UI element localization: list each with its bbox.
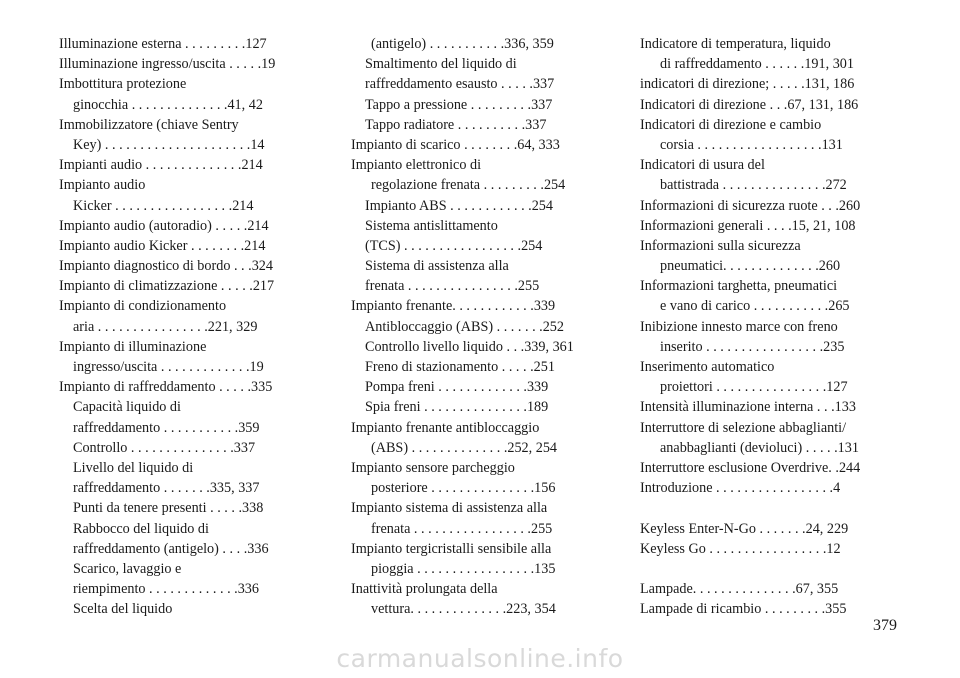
index-entry: Informazioni generali . . . .15, 21, 108 (640, 217, 856, 234)
index-subentry: Tappo radiatore . . . . . . . . . .337 (365, 116, 547, 133)
index-entry: Informazioni di sicurezza ruote . . .260 (640, 197, 861, 214)
index-entry: Impianto elettronico di (351, 157, 482, 174)
index-subentry: pioggia . . . . . . . . . . . . . . . . .135 (371, 560, 556, 577)
index-subentry: Sistema antislittamento (365, 217, 498, 234)
index-column-3 (640, 34, 898, 619)
blank-line (640, 559, 898, 579)
index-entry: Indicatori di direzione e cambio (640, 116, 822, 133)
index-entry: Impianto frenante antibloccaggio (351, 419, 540, 436)
index-entry: Indicatore di temperatura, liquido (640, 36, 831, 52)
index-subentry: Antibloccaggio (ABS) . . . . . . .252 (365, 318, 564, 335)
index-entry: Impianti audio . . . . . . . . . . . . . .214 (59, 157, 263, 174)
index-subentry: di raffreddamento . . . . . .191, 301 (660, 56, 854, 73)
index-subentry: battistrada . . . . . . . . . . . . . . .272 (660, 177, 847, 194)
index-entry: Impianto audio Kicker . . . . . . . .214 (59, 237, 266, 254)
index-entry: Indicatori di usura del (640, 157, 765, 174)
index-subentry: Controllo . . . . . . . . . . . . . . .337 (73, 439, 256, 456)
index-subentry: raffreddamento . . . . . . . . . . .359 (73, 419, 260, 436)
index-subentry: proiettori . . . . . . . . . . . . . . . .127 (660, 379, 848, 396)
index-entry: Impianto sistema di assistenza alla (351, 500, 548, 517)
index-subentry: (TCS) . . . . . . . . . . . . . . . . .254 (365, 237, 543, 254)
index-entry: Impianto di illuminazione (59, 338, 207, 355)
index-entry: Intensità illuminazione interna . . .133 (640, 399, 856, 416)
index-subentry: raffreddamento (antigelo) . . . .336 (73, 540, 269, 557)
index-subentry: Pompa freni . . . . . . . . . . . . .339 (365, 379, 549, 396)
index-entry: Indicatori di direzione . . .67, 131, 186 (640, 96, 859, 113)
index-subentry: (ABS) . . . . . . . . . . . . . .252, 254 (371, 439, 558, 456)
index-subentry: Livello del liquido di (73, 459, 194, 476)
index-subentry: e vano di carico . . . . . . . . . . .265 (660, 298, 850, 315)
index-subentry: frenata . . . . . . . . . . . . . . . .255 (365, 278, 540, 295)
blank-line (640, 498, 898, 518)
index-subentry: vettura. . . . . . . . . . . . . .223, 354 (371, 601, 556, 618)
index-subentry: posteriore . . . . . . . . . . . . . . .156 (371, 480, 556, 497)
index-entry: Impianto sensore parcheggio (351, 459, 515, 476)
index-subentry: Scelta del liquido (73, 601, 173, 618)
index-entry: Inattività prolungata della (351, 581, 498, 598)
index-subentry: Sistema di assistenza alla (365, 258, 509, 275)
index-entry: Illuminazione esterna . . . . . . . . .127 (59, 36, 267, 52)
index-entry: indicatori di direzione; . . . . .131, 186 (640, 76, 855, 93)
page-number: 379 (873, 617, 897, 634)
index-entry: Impianto di climatizzazione . . . . .217 (59, 278, 275, 295)
index-entry: Informazioni targhetta, pneumatici (640, 278, 838, 295)
index-subentry: Kicker . . . . . . . . . . . . . . . . .214 (73, 197, 254, 214)
index-subentry: inserito . . . . . . . . . . . . . . . . .235 (660, 338, 845, 355)
index-subentry: raffreddamento . . . . . . .335, 337 (73, 480, 260, 497)
index-subentry: Freno di stazionamento . . . . .251 (365, 359, 555, 375)
index-subentry: riempimento . . . . . . . . . . . . .336 (73, 581, 259, 598)
index-entry: Illuminazione ingresso/uscita . . . . .19 (59, 56, 276, 73)
index-subentry: Punti da tenere presenti . . . . .338 (73, 500, 264, 517)
index-subentry: Scarico, lavaggio e (73, 560, 182, 577)
index-subentry: Capacità liquido di (73, 399, 181, 416)
index-entry: Impianto tergicristalli sensibile alla (351, 540, 552, 557)
index-subentry: Controllo livello liquido . . .339, 361 (365, 338, 574, 355)
index-subentry: raffreddamento esausto . . . . .337 (365, 76, 555, 93)
index-entry: Introduzione . . . . . . . . . . . . . . . . .4 (640, 480, 841, 497)
index-subentry: regolazione frenata . . . . . . . . .254 (371, 177, 566, 194)
index-entry: Interruttore di selezione abbaglianti/ (640, 419, 847, 436)
index-subentry: Spia freni . . . . . . . . . . . . . . .189 (365, 399, 549, 416)
index-column-2 (351, 34, 605, 619)
index-entry: Impianto audio (59, 177, 146, 194)
index-column-1 (59, 34, 291, 619)
index-entry: Lampade. . . . . . . . . . . . . . .67, 355 (640, 581, 839, 598)
index-entry: Inserimento automatico (640, 359, 775, 375)
index-subentry: aria . . . . . . . . . . . . . . . .221, 329 (73, 318, 258, 335)
index-subentry: frenata . . . . . . . . . . . . . . . . .255 (371, 520, 553, 537)
index-subentry: pneumatici. . . . . . . . . . . . . .260 (660, 258, 841, 275)
index-subentry: Key) . . . . . . . . . . . . . . . . . . . . .14 (73, 136, 265, 153)
index-entry: Impianto di condizionamento (59, 298, 227, 315)
index-entry: Inibizione innesto marce con freno (640, 318, 838, 335)
index-subentry: Impianto ABS . . . . . . . . . . . .254 (365, 197, 553, 214)
index-entry: Imbottitura protezione (59, 76, 187, 93)
index-subentry: anabbaglianti (devioluci) . . . . .131 (660, 439, 859, 456)
index-entry: Keyless Enter-N-Go . . . . . . .24, 229 (640, 520, 849, 537)
index-entry: Lampade di ricambio . . . . . . . . .355 (640, 601, 847, 618)
index-subentry: corsia . . . . . . . . . . . . . . . . . .131 (660, 136, 843, 153)
index-entry: Impianto diagnostico di bordo . . .324 (59, 258, 273, 275)
index-subentry: (antigelo) . . . . . . . . . . .336, 359 (371, 36, 554, 52)
index-entry: Impianto frenante. . . . . . . . . . . .339 (351, 298, 556, 315)
index-entry: Informazioni sulla sicurezza (640, 237, 801, 254)
index-entry: Interruttore esclusione Overdrive. .244 (640, 459, 861, 476)
index-entry: Keyless Go . . . . . . . . . . . . . . . . .12 (640, 540, 841, 557)
index-subentry: Tappo a pressione . . . . . . . . .337 (365, 96, 553, 113)
index-subentry: ginocchia . . . . . . . . . . . . . .41, 42 (73, 96, 263, 113)
index-subentry: ingresso/uscita . . . . . . . . . . . . .19 (73, 359, 264, 375)
index-entry: Impianto di raffreddamento . . . . .335 (59, 379, 273, 396)
index-subentry: Rabbocco del liquido di (73, 520, 209, 537)
index-entry: Impianto audio (autoradio) . . . . .214 (59, 217, 269, 234)
index-subentry: Smaltimento del liquido di (365, 56, 517, 73)
index-entry: Impianto di scarico . . . . . . . .64, 333 (351, 136, 560, 153)
index-entry: Immobilizzatore (chiave Sentry (59, 116, 239, 133)
watermark: carmanualsonline.info (336, 644, 624, 673)
